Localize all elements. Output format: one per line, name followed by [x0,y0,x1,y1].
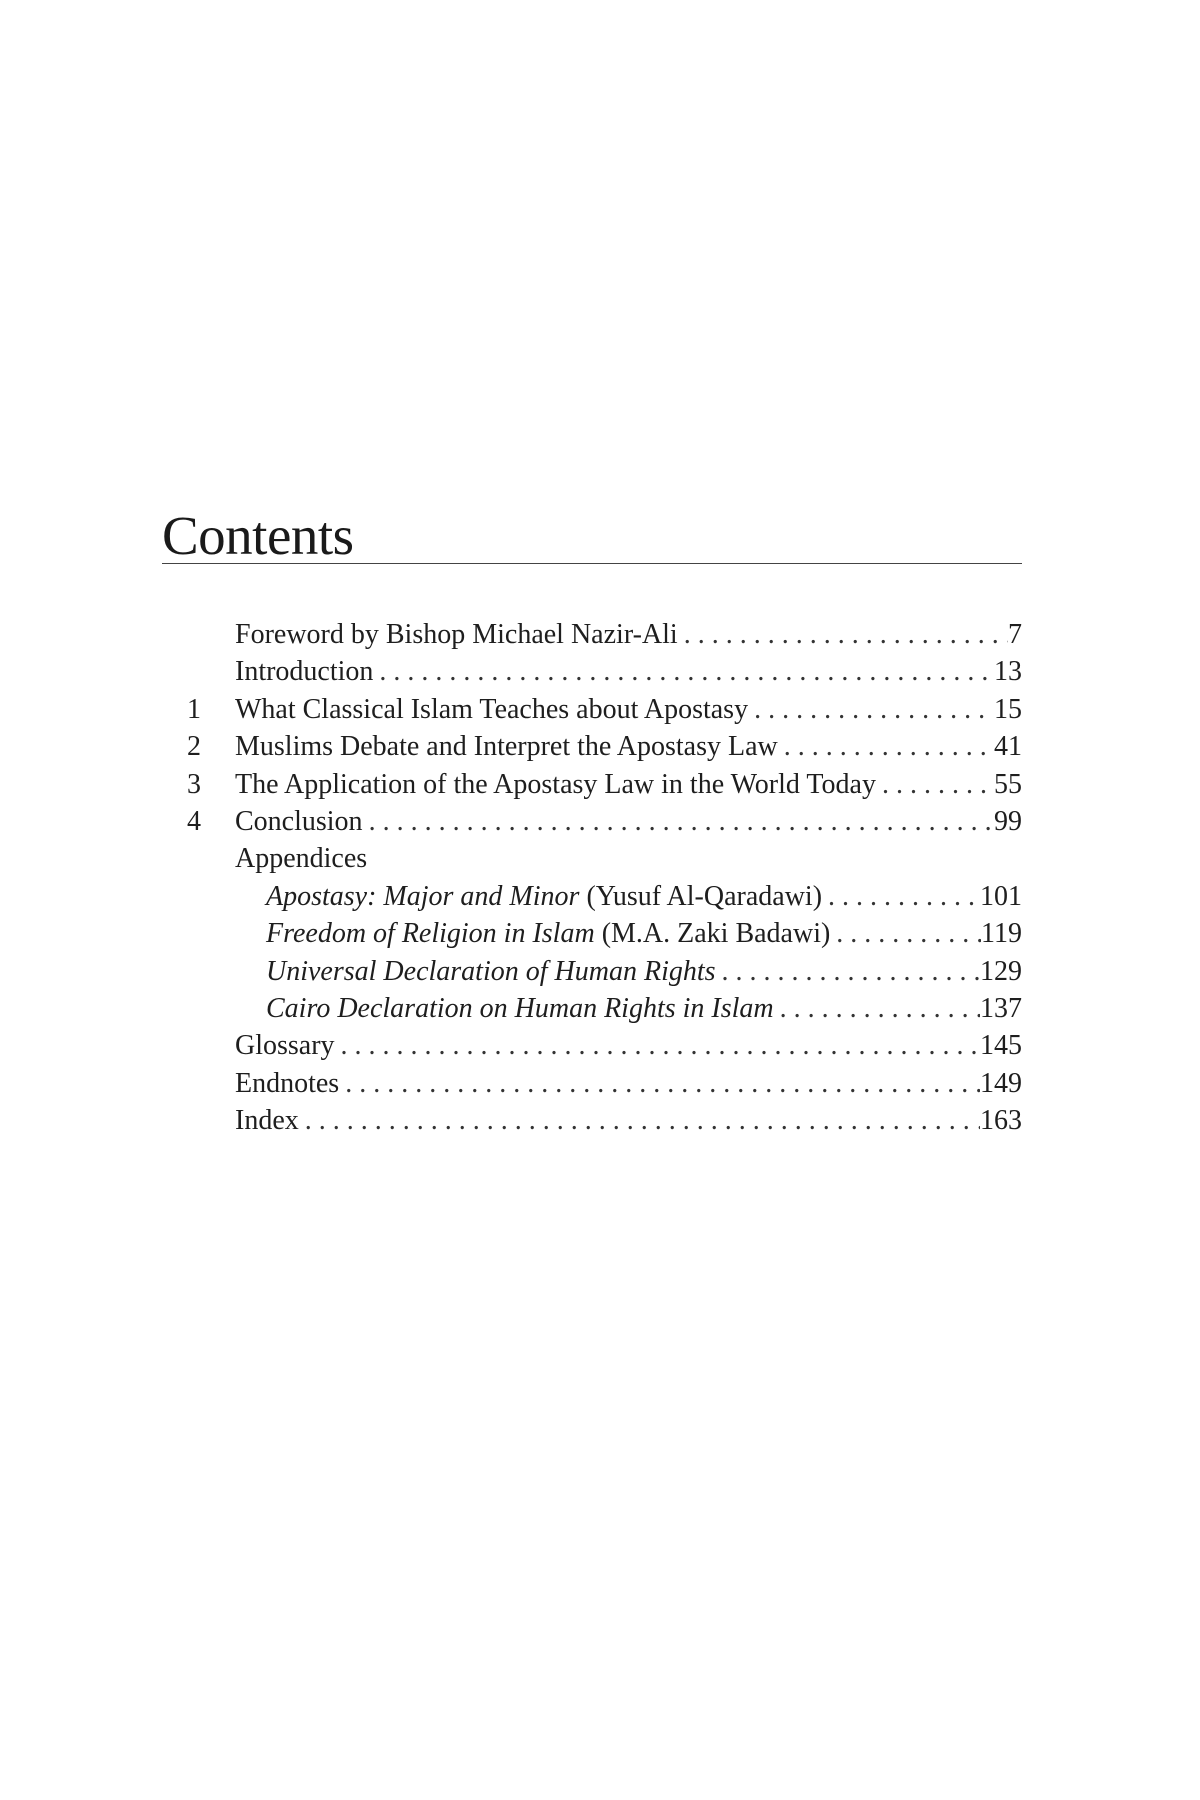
toc-page-number: 55 [994,768,1022,800]
chapter-number: 2 [187,731,201,763]
toc-entry-chapter-1[interactable] [162,691,1022,728]
toc-entry-chapter-3[interactable] [162,766,1022,803]
toc-entry-body [235,803,1022,840]
toc-entry-body [266,915,1022,952]
toc-entry-title-italic: Freedom of Religion in Islam [266,918,595,950]
toc-entry-chapter-2[interactable] [162,728,1022,765]
toc-page-number: 163 [980,1105,1022,1137]
toc-entry-title: Glossary [235,1030,335,1062]
toc-entry-body [235,1065,1022,1102]
dot-leader [716,953,980,990]
dot-leader [678,616,1008,653]
toc-entry-body [235,728,1022,765]
toc-entry-appendix-3[interactable] [162,953,1022,990]
toc-entry-appendix-1[interactable] [162,878,1022,915]
chapter-number: 4 [187,805,201,837]
toc-entry-title: Foreword by Bishop Michael Nazir-Ali [235,619,678,650]
toc-entry-title: Index [235,1105,299,1137]
toc-page-number: 99 [994,805,1022,837]
dot-leader [774,990,980,1027]
dot-leader [339,1065,980,1102]
toc-page-number: 129 [980,955,1022,987]
page-title: Contents [162,505,354,566]
toc-page-number: 119 [981,918,1022,950]
dot-leader [363,803,994,840]
toc-entry-body [235,691,1022,728]
toc-entry-title: Introduction [235,656,374,688]
toc-entry-title [266,878,822,915]
toc-entry-title [266,953,716,990]
toc-entry-title-italic: Cairo Declaration on Human Rights in Islam [266,992,774,1024]
toc-entry-body [235,1027,1022,1064]
toc-page-number: 15 [994,693,1022,725]
toc-entry-glossary[interactable] [162,1027,1022,1064]
toc-entry-body [266,878,1022,915]
toc-entry-title: Endnotes [235,1067,340,1099]
toc-page-number: 41 [994,731,1022,763]
toc-entry-appendix-2[interactable] [162,915,1022,952]
toc-page-number: 13 [994,656,1022,688]
table-of-contents [162,616,1022,1139]
toc-entry-title: Muslims Debate and Interpret the Apostasy Law [235,731,778,763]
dot-leader [373,653,994,690]
toc-page-number: 101 [980,880,1022,912]
toc-entry-endnotes[interactable] [162,1065,1022,1102]
toc-entry-title-italic: Apostasy: Major and Minor [266,880,580,912]
chapter-number: 3 [187,768,201,800]
dot-leader [830,915,981,952]
toc-entry-body [235,840,1022,877]
toc-entry-body [235,766,1022,803]
appendices-label: Appendices [235,843,368,875]
toc-entry-appendix-4[interactable] [162,990,1022,1027]
toc-entry-body [235,1102,1022,1139]
toc-entry-chapter-4[interactable] [162,803,1022,840]
title-divider [162,563,1022,564]
toc-page-number: 137 [980,992,1022,1024]
toc-entry-title: What Classical Islam Teaches about Apostasy [235,693,749,725]
toc-entry-body [266,990,1022,1027]
toc-entry-author: (Yusuf Al-Qaradawi) [579,880,823,912]
toc-entry-index[interactable] [162,1102,1022,1139]
dot-leader [876,766,994,803]
dot-leader [299,1102,980,1139]
dot-leader [748,691,994,728]
dot-leader [335,1027,980,1064]
toc-page-number: 7 [1008,619,1022,650]
toc-entry-title: Conclusion [235,805,363,837]
dot-leader [822,878,980,915]
toc-entry-body [235,653,1022,690]
toc-entry-introduction[interactable] [162,653,1022,690]
toc-entry-body [235,616,1022,653]
toc-section-appendices [162,840,1022,877]
chapter-number: 1 [187,693,201,725]
toc-entry-title [266,915,830,952]
dot-leader [778,728,994,765]
toc-entry-title [266,990,774,1027]
toc-entry-title: The Application of the Apostasy Law in the World Today [235,768,876,800]
toc-entry-title-italic: Universal Declaration of Human Rights [266,955,716,987]
toc-page-number: 145 [980,1030,1022,1062]
toc-entry-body [266,953,1022,990]
toc-page-number: 149 [980,1067,1022,1099]
toc-entry-foreword[interactable] [162,616,1022,653]
toc-entry-author: (M.A. Zaki Badawi) [594,918,831,950]
